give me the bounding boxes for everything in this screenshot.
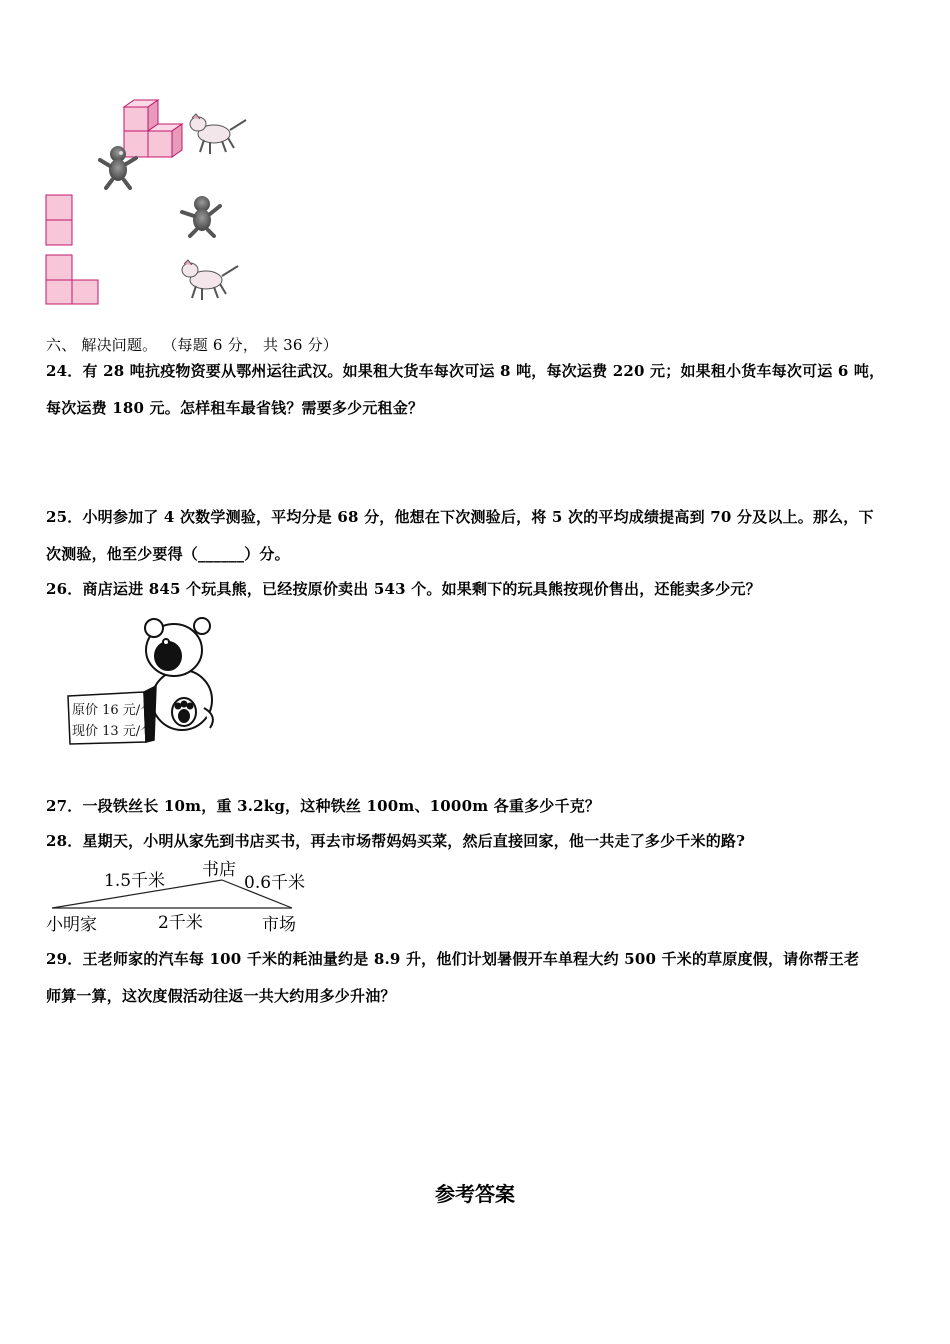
question-25-line-1: 25．小明参加了 4 次数学测验，平均分是 68 分，他想在下次测验后，将 5 次的平均成绩提高到 70 分及以上。那么，下 <box>46 508 874 526</box>
label-bookstore: 书店 <box>202 860 236 880</box>
question-25-line-2: 次测验，他至少要得（______）分。 <box>46 545 290 563</box>
dog-icon <box>190 114 246 154</box>
view-front <box>46 195 72 245</box>
question-24-line-2: 每次运费 180 元。怎样租车最省钱？需要多少元租金？ <box>46 399 424 417</box>
price-original: 原价 16 元/个 <box>72 703 154 718</box>
question-24-line-1: 24．有 28 吨抗疫物资要从鄂州运往武汉。如果租大货车每次可运 8 吨，每次运费 220 元；如果租小货车每次可运 6 吨， <box>46 362 885 380</box>
question-28-line-1: 28．星期天，小明从家先到书店买书，再去市场帮妈妈买菜，然后直接回家，他一共走了多少千米的路? <box>46 832 746 850</box>
answers-title: 参考答案 <box>435 1182 515 1206</box>
label-market: 市场 <box>262 915 296 935</box>
label-home-to-market: 2千米 <box>158 913 203 933</box>
price-current: 现价 13 元/个 <box>72 724 154 739</box>
section-heading: 六、 解决问题。 （每题 6 分， 共 36 分） <box>46 336 339 354</box>
dog-icon <box>182 260 238 300</box>
question-29-line-1: 29．王老师家的汽车每 100 千米的耗油量约是 8.9 升，他们计划暑假开车单程大约 500 千米的草原度假，请你帮王老 <box>46 950 860 968</box>
question-29-line-2: 师算一算，这次度假活动往返一共大约用多少升油？ <box>46 987 396 1005</box>
monkey-icon <box>182 196 220 236</box>
view-side <box>46 255 98 304</box>
question-27-line-1: 27．一段铁丝长 10m，重 3.2kg，这种铁丝 100m、1000m 各重多少千克？ <box>46 797 601 815</box>
question-26-line-1: 26．商店运进 845 个玩具熊，已经按原价卖出 543 个。如果剩下的玩具熊按现价售出，还能卖多少元？ <box>46 580 761 598</box>
cube-views-figure <box>40 92 260 312</box>
cube-stack-3d <box>124 100 182 157</box>
teddy-bear-figure <box>64 612 224 752</box>
route-diagram <box>40 856 330 938</box>
label-bookstore-to-market: 0.6千米 <box>244 873 306 893</box>
label-home: 小明家 <box>46 915 97 935</box>
label-home-to-bookstore: 1.5千米 <box>104 871 166 891</box>
